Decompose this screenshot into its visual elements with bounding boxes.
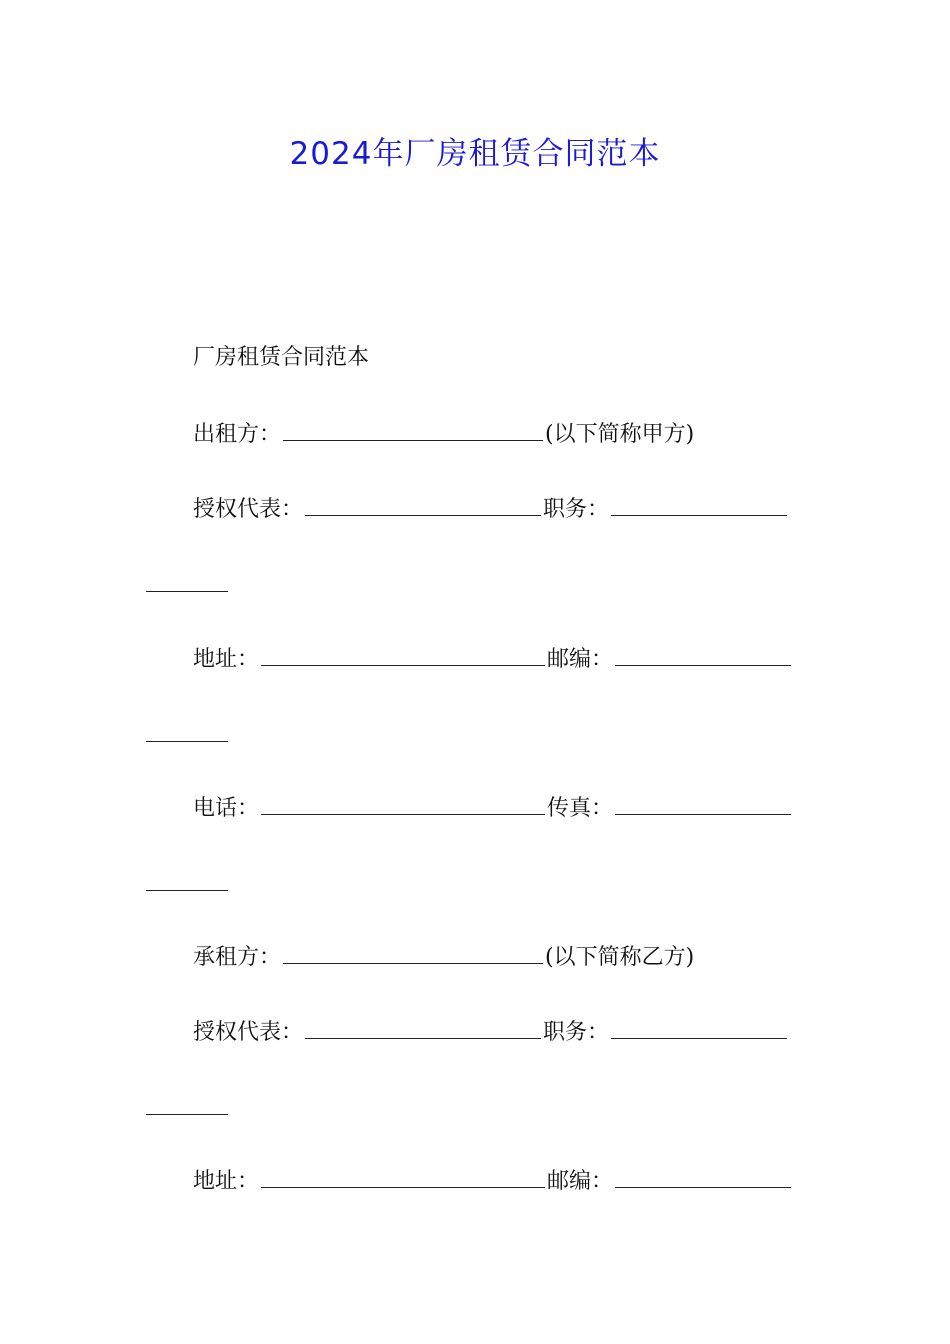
lessor-position-blank-continued[interactable] [146,590,228,592]
lessee-address-label: 地址： [193,1169,260,1194]
lessor-phone-blank[interactable] [261,792,545,815]
lessee-rep-label: 授权代表： [193,1020,304,1045]
contract-subtitle: 厂房租赁合同范本 [193,345,370,370]
lessee-name-blank[interactable] [283,941,543,964]
lessee-position-blank-continued[interactable] [146,1113,228,1115]
lessor-suffix: (以下简称甲方) [545,422,695,447]
lessor-postcode-blank[interactable] [615,643,791,666]
lessee-address-blank[interactable] [261,1165,545,1188]
document-title: 2024年厂房租赁合同范本 [289,136,661,172]
lessee-position-blank[interactable] [611,1016,787,1039]
lessor-position-blank[interactable] [611,493,787,516]
lessee-rep-blank[interactable] [305,1016,541,1039]
lessor-address-line [193,643,793,673]
lessor-address-blank[interactable] [261,643,545,666]
lessor-phone-line [193,792,793,822]
lessor-rep-blank[interactable] [305,493,541,516]
lessee-postcode-label: 邮编： [547,1169,614,1194]
lessee-line [193,941,694,971]
lessor-fax-blank-continued[interactable] [146,889,228,891]
lessor-postcode-label: 邮编： [547,647,614,672]
lessor-fax-label: 传真： [547,796,614,821]
lessee-rep-line [193,1016,789,1046]
lessee-suffix: (以下简称乙方) [545,945,695,970]
lessor-position-label: 职务： [543,497,610,522]
lessor-rep-line [193,493,789,523]
lessor-line [193,418,694,448]
lessee-position-label: 职务： [543,1020,610,1045]
lessor-label: 出租方： [193,422,282,447]
lessee-label: 承租方： [193,945,282,970]
lessee-address-line [193,1165,793,1195]
lessor-phone-label: 电话： [193,796,260,821]
lessee-postcode-blank[interactable] [615,1165,791,1188]
lessor-fax-blank[interactable] [615,792,791,815]
lessor-postcode-blank-continued[interactable] [146,740,228,742]
lessor-name-blank[interactable] [283,418,543,441]
lessor-address-label: 地址： [193,647,260,672]
lessor-rep-label: 授权代表： [193,497,304,522]
